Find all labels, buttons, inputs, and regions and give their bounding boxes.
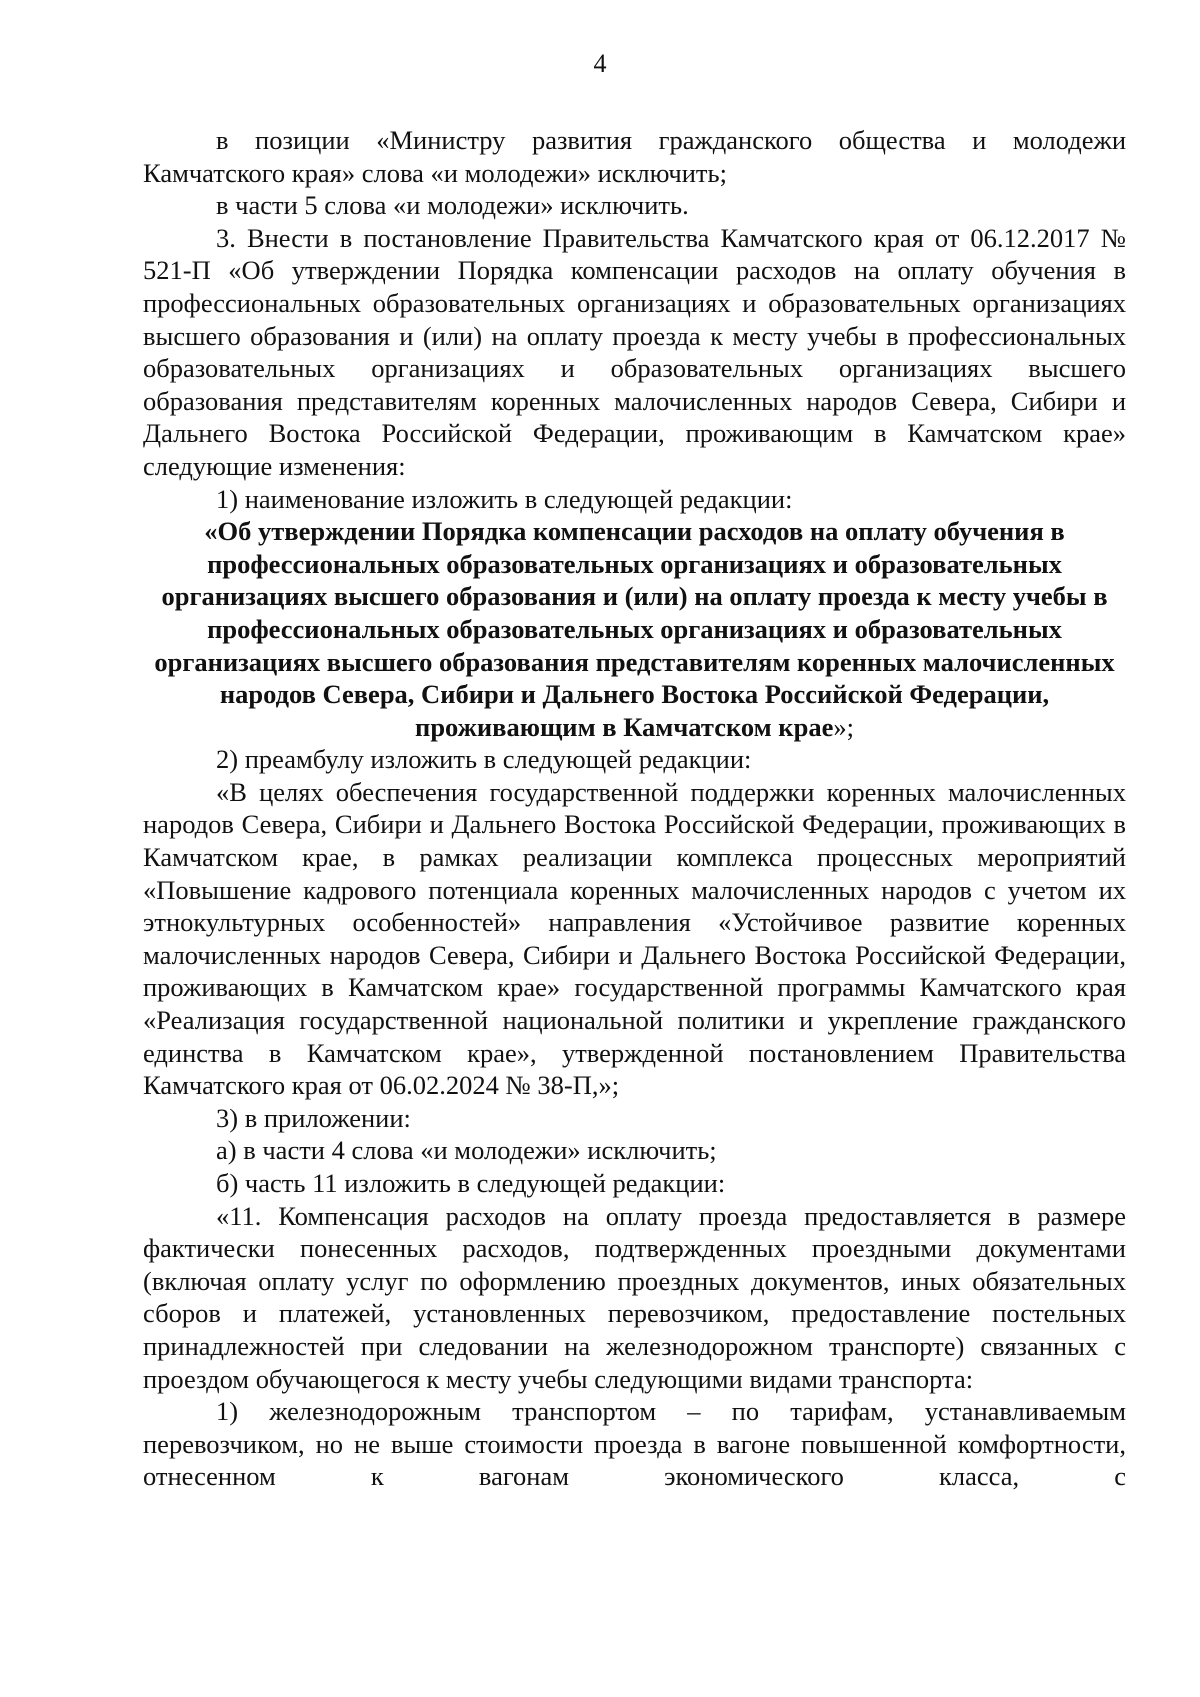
page-number: 4 xyxy=(593,49,607,78)
new-title-text: «Об утверждении Порядка компенсации расходов на оплату обучения в профессиональных образовательных организациях и образовательных организациях высшего образования и (или) на оплату проезда к месту учебы в профессиональных образовательных организациях и образовательных организациях высшего образования представителям коренных малочисленных народов Севера, Сибири и Дальнего Востока Российской Федерации, проживающим в Камчатском крае xyxy=(154,516,1115,742)
paragraph-subitem-3: 3) в приложении: xyxy=(216,1102,411,1133)
document-body xyxy=(143,124,1126,1493)
paragraph-preamble: «В целях обеспечения государственной поддержки коренных малочисленных народов Севера, Сибири и Дальнего Востока Российской Федерации, проживающих в Камчатском крае, в рамках реализации комплекса процессных мероприятий «Повышение кадрового потенциала коренных малочисленных народов с учетом их этнокультурных особенностей» направления «Устойчивое развитие коренных малочисленных народов Севера, Сибири и Дальнего Востока Российской Федерации, проживающих в Камчатском крае» государственной программы Камчатского края «Реализация государственной национальной политики и укрепление гражданского единства в Камчатском крае», утвержденной постановлением Правительства Камчатского края от 06.02.2024 № 38-П,»; xyxy=(143,776,1126,1101)
paragraph-part-11: «11. Компенсация расходов на оплату проезда предоставляется в размере фактически понесенных расходов, подтвержденных проездными документами (включая оплату услуг по оформлению проездных документов, иных обязательных сборов и платежей, установленных перевозчиком, предоставление постельных принадлежностей при следовании на железнодорожном транспорте) связанных с проездом обучающегося к месту учебы следующими видами транспорта: xyxy=(143,1200,1126,1394)
paragraph-part-5: в части 5 слова «и молодежи» исключить. xyxy=(216,190,689,221)
paragraph-item-3: 3. Внести в постановление Правительства Камчатского края от 06.12.2017 № 521-П «Об утверждении Порядка компенсации расходов на оплату обучения в профессиональных образовательных организациях и образовательных организациях высшего образования и (или) на оплату проезда к месту учебы в профессиональных образовательных организациях и образовательных организациях высшего образования представителям коренных малочисленных народов Севера, Сибири и Дальнего Востока Российской Федерации, проживающим в Камчатском крае» следующие изменения: xyxy=(143,222,1126,481)
paragraph-subitem-a: а) в части 4 слова «и молодежи» исключить; xyxy=(216,1135,717,1166)
paragraph-minister-position: в позиции «Министру развития гражданского общества и молодежи Камчатского края» слова «и молодежи» исключить; xyxy=(143,125,1126,188)
paragraph-railway-transport: 1) железнодорожным транспортом – по тарифам, устанавливаемым перевозчиком, но не выше стоимости проезда в вагоне повышенной комфортности, отнесенном к вагонам экономического класса, с xyxy=(143,1396,1126,1492)
new-title-block xyxy=(143,515,1126,743)
paragraph-subitem-1: 1) наименование изложить в следующей редакции: xyxy=(216,483,793,514)
paragraph-subitem-2: 2) преамбулу изложить в следующей редакции: xyxy=(216,744,752,775)
new-title-closing: »; xyxy=(833,711,854,742)
paragraph-subitem-b: б) часть 11 изложить в следующей редакции: xyxy=(216,1168,726,1198)
